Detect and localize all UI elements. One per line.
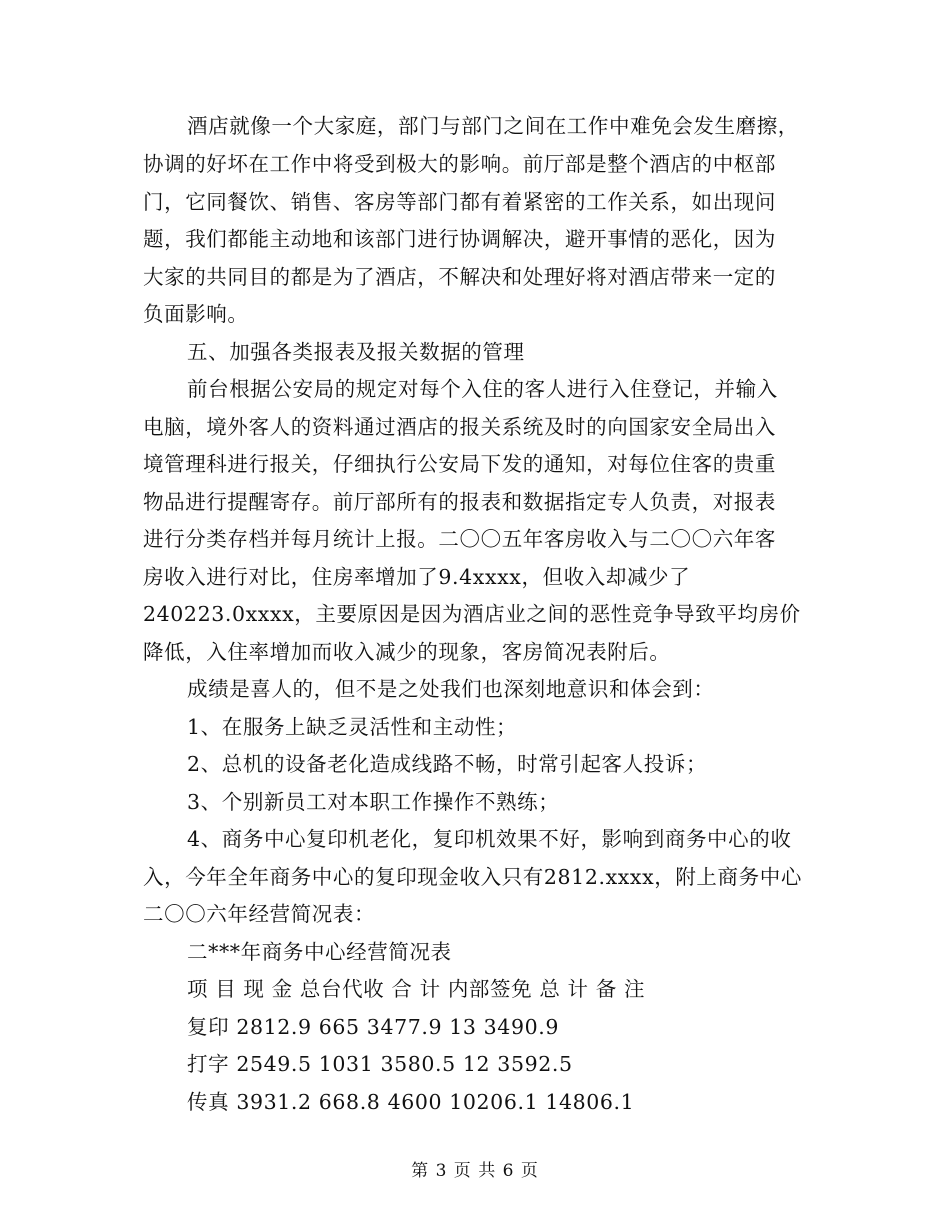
- list-item: 4、商务中心复印机老化，复印机效果不好，影响到商务中心的收: [187, 827, 792, 851]
- paragraph-line: 境管理科进行报关，仔细执行公安局下发的通知，对每位住客的贵重: [143, 452, 776, 476]
- table-header-row: 项 目 现 金 总台代收 合 计 内部签免 总 计 备 注: [187, 977, 646, 1001]
- paragraph-line: 降低，入住率增加而收入减少的现象，客房简况表附后。: [143, 640, 671, 664]
- paragraph-line: 门，它同餐饮、销售、客房等部门都有着紧密的工作关系，如出现问: [143, 190, 776, 214]
- paragraph-line: 题，我们都能主动地和该部门进行协调解决，避开事情的恶化，因为: [143, 227, 776, 251]
- table-row: 打字 2549.5 1031 3580.5 12 3592.5: [187, 1052, 573, 1076]
- paragraph-line: 入，今年全年商务中心的复印现金收入只有2812.xxxx，附上商务中心: [143, 865, 802, 889]
- paragraph-line: 进行分类存档并每月统计上报。二〇〇五年客房收入与二〇〇六年客: [143, 527, 776, 551]
- section-heading: 五、加强各类报表及报关数据的管理: [187, 340, 525, 364]
- paragraph-line: 前台根据公安局的规定对每个入住的客人进行入住登记，并输入: [187, 377, 778, 401]
- paragraph-line: 酒店就像一个大家庭，部门与部门之间在工作中难免会发生磨擦，: [187, 114, 799, 138]
- page-number-footer: 第 3 页 共 6 页: [411, 1161, 539, 1181]
- paragraph-line: 大家的共同目的都是为了酒店，不解决和处理好将对酒店带来一定的: [143, 265, 776, 289]
- table-row: 复印 2812.9 665 3477.9 13 3490.9: [187, 1015, 559, 1039]
- paragraph-line: 电脑，境外客人的资料通过酒店的报关系统及时的向国家安全局出入: [143, 415, 776, 439]
- paragraph-line: 房收入进行对比，住房率增加了9.4xxxx，但收入却减少了: [143, 565, 691, 589]
- paragraph-line: 成绩是喜人的，但不是之处我们也深刻地意识和体会到：: [187, 677, 715, 701]
- paragraph-line: 物品进行提醒寄存。前厅部所有的报表和数据指定专人负责，对报表: [143, 490, 776, 514]
- table-title: 二***年商务中心经营简况表: [187, 940, 452, 964]
- list-item: 1、在服务上缺乏灵活性和主动性；: [187, 715, 518, 739]
- paragraph-line: 协调的好坏在工作中将受到极大的影响。前厅部是整个酒店的中枢部: [143, 152, 776, 176]
- paragraph-line: 二〇〇六年经营简况表：: [143, 902, 376, 926]
- list-item: 2、总机的设备老化造成线路不畅，时常引起客人投诉；: [187, 752, 708, 776]
- list-item: 3、个别新员工对本职工作操作不熟练；: [187, 790, 560, 814]
- paragraph-line: 负面影响。: [143, 302, 249, 326]
- paragraph-line: 240223.0xxxx，主要原因是因为酒店业之间的恶性竞争导致平均房价: [143, 602, 801, 626]
- table-row: 传真 3931.2 668.8 4600 10206.1 14806.1: [187, 1090, 635, 1114]
